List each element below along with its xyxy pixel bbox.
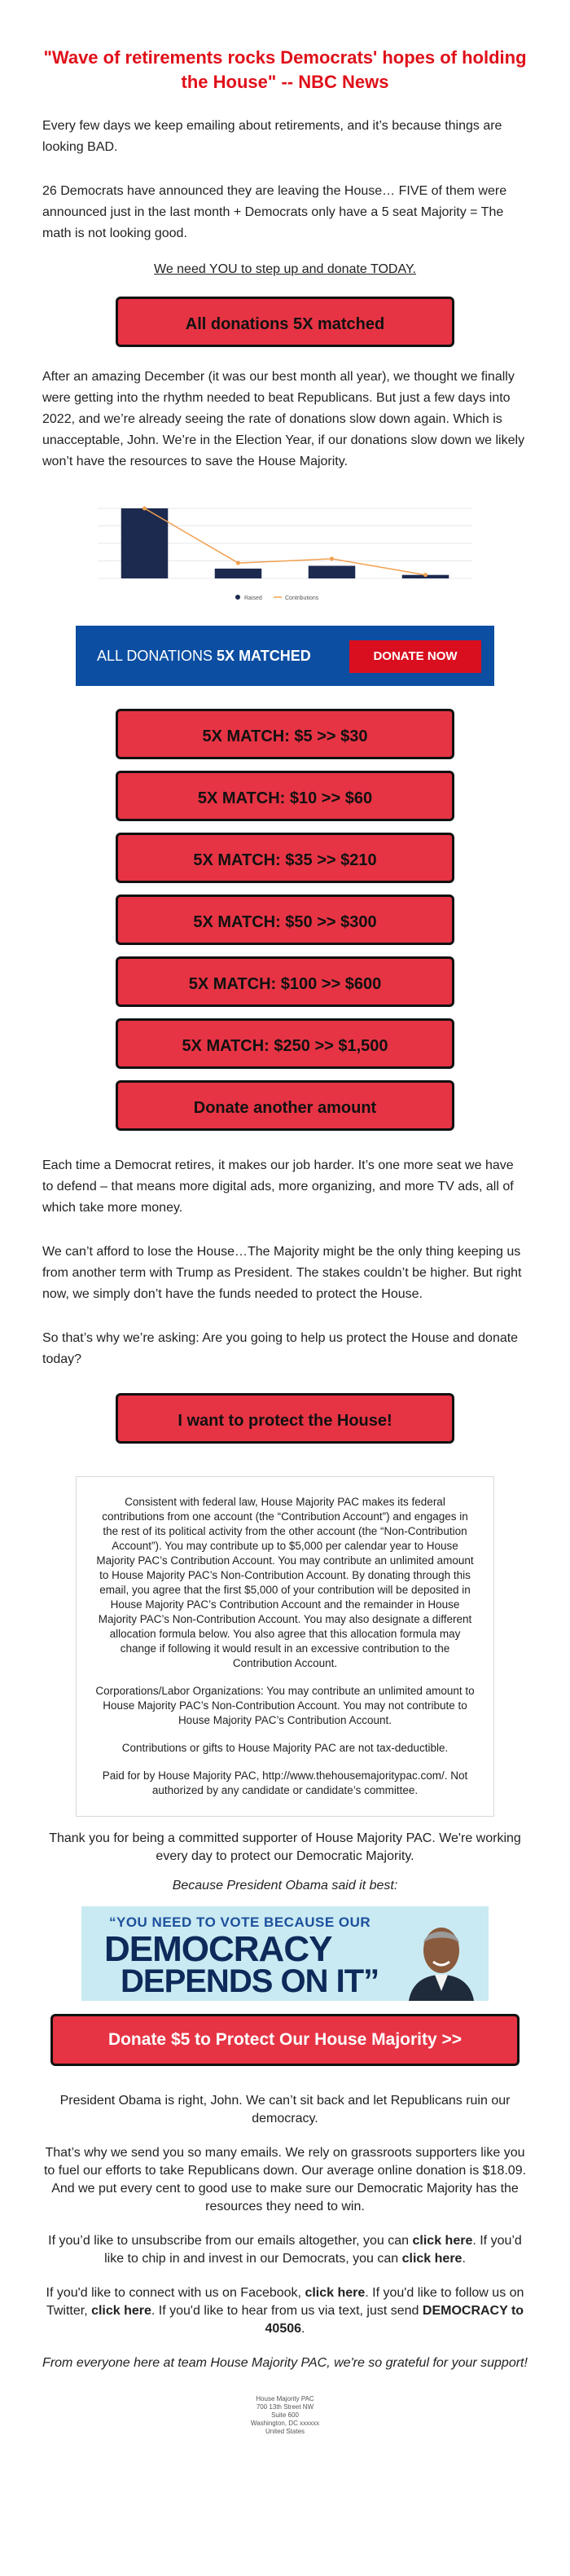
- quote-line-2: DEMOCRACY: [104, 1929, 332, 1969]
- legend-label-raised: Raised: [244, 596, 262, 601]
- match-button-list: [42, 709, 528, 1131]
- legend-label-contributions: Contributions: [285, 596, 319, 601]
- step-up-link[interactable]: We need YOU to step up and donate TODAY.: [154, 262, 416, 276]
- donations-chart: [81, 495, 489, 609]
- match-button-5[interactable]: 5X MATCH: $5 >> $30: [116, 709, 454, 759]
- paragraph-math: 26 Democrats have announced they are leaving the House… FIVE of them were announced just in the last month + Democrats only have a 5 seat Majority = The math is not looking good.: [42, 184, 507, 240]
- obama-quote-image[interactable]: [81, 1906, 489, 2001]
- headline: "Wave of retirements rocks Democrats' hopes of holding the House" -- NBC News: [43, 47, 527, 92]
- match-button-250[interactable]: 5X MATCH: $250 >> $1,500: [116, 1018, 454, 1069]
- paragraph-stakes: We can’t afford to lose the House…The Majority might be the only thing keeping us from another term with Trump as President. The stakes couldn’t be higher. But right now, we simply don’t have the funds needed to protect the House.: [42, 1245, 522, 1301]
- obama-portrait-icon: [402, 1913, 480, 2001]
- facebook-link[interactable]: click here: [305, 2286, 366, 2300]
- legal-accounts: Consistent with federal law, House Majority PAC makes its federal contributions from one account (the “Contribution Account”) and engages in the rest of its political activity from the other account (the “Non-Contribution Account”). You may contribute up to $5,000 per calendar year to House Majority PAC’s Contribution Account. You may contribute an unlimited amount to House Majority PAC’s Non-Contribution Account. By donating through this email, you agree that the first $5,000 of your contribution will be deposited in House Majority PAC’s Contribution Account and the remainder in House Majority PAC’s Non-Contribution Account. You may also designate a different allocation formula below. You also agree that this allocation formula may change if following it would result in an excessive contribution to the Contribution Account.: [96, 1496, 474, 1669]
- legal-corporations: Corporations/Labor Organizations: You may contribute an unlimited amount to House Majority PAC’s Non-Contribution Account. You may not contribute to House Majority PAC’s Contribution Account.: [95, 1685, 475, 1726]
- donate-other-amount-button[interactable]: Donate another amount: [116, 1080, 454, 1131]
- legend-swatch-raised: [235, 595, 240, 600]
- paragraph-harder: Each time a Democrat retires, it makes our job harder. It’s one more seat we have to defend – that means more digital ads, more organizing, and more TV ads, all of which take more money.: [42, 1158, 514, 1215]
- banner-text-bold: 5X MATCHED: [217, 648, 311, 664]
- legal-disclaimer: [76, 1476, 494, 1817]
- legal-paid-for: Paid for by House Majority PAC, http://www.thehousemajoritypac.com/. Not authorized by any candidate or candidate’s committee.: [102, 1769, 468, 1796]
- unsubscribe-text: If you’d like to unsubscribe from our emails altogether, you can click here. If you’d like to chip in and invest in our Democrats, you can click here.: [48, 2234, 522, 2266]
- quote-line-3: DEPENDS ON IT”: [121, 1963, 379, 1999]
- chart-bar: [121, 508, 169, 578]
- unsubscribe-link[interactable]: click here: [412, 2234, 473, 2248]
- obama-intro: Because President Obama said it best:: [172, 1879, 398, 1892]
- match-button-100[interactable]: 5X MATCH: $100 >> $600: [116, 956, 454, 1007]
- match-button-50[interactable]: 5X MATCH: $50 >> $300: [116, 895, 454, 945]
- chart-point: [142, 507, 147, 511]
- paragraph-retirements: Every few days we keep emailing about retirements, and it’s because things are looking BAD.: [42, 119, 502, 154]
- protect-house-button[interactable]: I want to protect the House!: [116, 1393, 454, 1444]
- paragraph-grassroots: That’s why we send you so many emails. We rely on grassroots supporters like you to fuel our efforts to take Republicans down. Our average online donation is $18.09. And we put every cent to good use to make sure our Democratic Majority has the resources they need to win.: [43, 2146, 527, 2213]
- match-button-10[interactable]: 5X MATCH: $10 >> $60: [116, 771, 454, 821]
- paragraph-december: After an amazing December (it was our best month all year), we thought we finally were getting into the rhythm needed to beat Republicans. But just a few days into 2022, and we’re already seeing the rate of donations slow down again. Which is unacceptable, John. We’re in the Election Year, if our donations slow down we likely won’t have the resources to save the House Majority.: [42, 370, 525, 468]
- footer-address: House Majority PAC 700 13th Street NW Suite 600 Washington, DC xxxxxx United States: [250, 2395, 320, 2435]
- banner-text: ALL DONATIONS: [97, 648, 217, 664]
- quote-line-1: “YOU NEED TO VOTE BECAUSE OUR: [109, 1914, 371, 1930]
- legal-tax: Contributions or gifts to House Majority PAC are not tax-deductible.: [121, 1742, 449, 1754]
- paragraph-asking: So that’s why we’re asking: Are you going to help us protect the House and donate today?: [42, 1331, 519, 1366]
- twitter-link[interactable]: click here: [91, 2304, 151, 2318]
- chart-point: [330, 556, 334, 560]
- chip-in-link[interactable]: click here: [401, 2252, 463, 2266]
- donate-5-button[interactable]: Donate $5 to Protect Our House Majority >>: [50, 2014, 520, 2066]
- thanks-text: Thank you for being a committed supporter of House Majority PAC. We're working every day to protect our Democratic Majority.: [49, 1831, 521, 1863]
- chart-bar: [215, 569, 262, 578]
- banner-donate-now-button[interactable]: DONATE NOW: [349, 640, 481, 673]
- match-button-35[interactable]: 5X MATCH: $35 >> $210: [116, 833, 454, 883]
- email-body: [42, 0, 528, 2436]
- social-text: If you'd like to connect with us on Facebook, click here. If you'd like to follow us on Twitter, click here. If you'd like to hear from us via text, just send DEMOCRACY to 40506.: [46, 2286, 524, 2336]
- paragraph-obama-right: President Obama is right, John. We can’t sit back and let Republicans ruin our democracy.: [59, 2094, 511, 2125]
- all-donations-matched-button[interactable]: All donations 5X matched: [116, 297, 454, 347]
- text-keyword: DEMOCRACY to 40506: [265, 2304, 524, 2336]
- chart-bar: [309, 566, 356, 578]
- chart-point: [236, 561, 240, 565]
- chart-svg: [81, 495, 489, 609]
- chart-line: [145, 508, 426, 575]
- chart-point: [423, 573, 428, 577]
- closing-text: From everyone here at team House Majority PAC, we're so grateful for your support!: [42, 2356, 528, 2370]
- matched-banner[interactable]: [76, 626, 494, 686]
